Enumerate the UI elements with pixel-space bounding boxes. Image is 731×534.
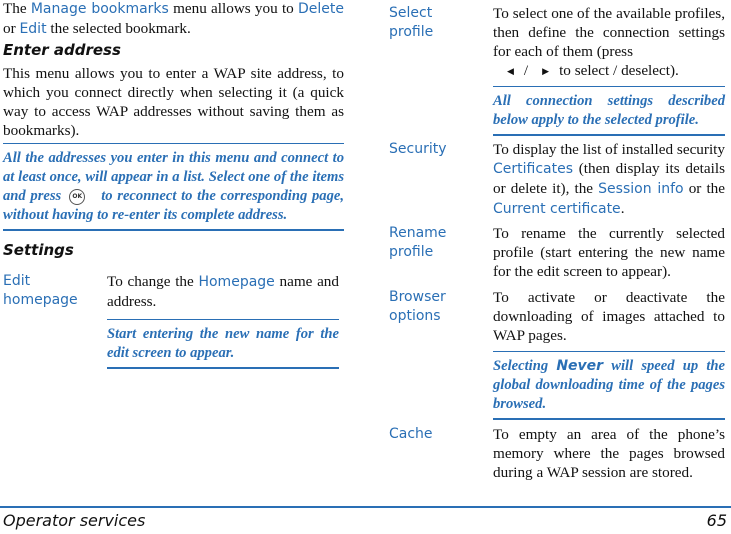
security-label: Security: [389, 141, 447, 157]
certificates-term: Certificates: [493, 161, 574, 177]
current-certificate-term: Current certificate: [493, 201, 621, 217]
browser-options-row: [389, 288, 725, 418]
security-desc: [493, 140, 725, 219]
browser-options-desc: [493, 288, 725, 420]
desc-text: to select / deselect).: [559, 62, 679, 79]
cache-row: [389, 425, 725, 485]
cache-text: To empty an area of the phone’s memory where the pages browsed during a WAP session are stored.: [493, 426, 725, 481]
cache-desc: [493, 425, 725, 482]
note-text: to reconnect to the corresponding page, without having to re-enter its complete address.: [3, 188, 344, 223]
note-text: will speed up the global downloading time of the pages browsed.: [493, 358, 725, 412]
cache-label: Cache: [389, 426, 433, 442]
desc-text: name and address.: [107, 273, 339, 310]
enter-address-heading: Enter address: [3, 41, 121, 59]
select-profile-label: Select profile: [389, 5, 434, 40]
footer-divider: [0, 506, 731, 508]
rename-profile-desc: [493, 224, 725, 281]
edit-homepage-note: Start entering the new name for the edit screen to appear.: [107, 319, 339, 369]
browser-options-text: To activate or deactivate the downloading of images attached to WAP pages.: [493, 289, 725, 344]
right-arrow-icon: ▶: [542, 66, 550, 77]
enter-address-note: [3, 143, 344, 231]
ok-key-icon: OK: [69, 189, 85, 205]
browser-options-note: [493, 351, 725, 420]
intro-text: or: [3, 20, 20, 37]
rename-profile-label: Rename profile: [389, 225, 447, 260]
rename-profile-text: To rename the currently selected profile (start entering the new name for the edit screen to appear).: [493, 225, 725, 280]
select-profile-desc: [493, 4, 725, 136]
edit-term: Edit: [19, 21, 47, 37]
intro-text: The: [3, 0, 31, 17]
page-number: 65: [706, 511, 727, 530]
desc-text: To display the list of installed security: [493, 141, 725, 158]
desc-text: To select one of the available profiles, then define the connection settings for each of them (press: [493, 5, 725, 60]
desc-text: (then display its details or delete it), the: [493, 160, 725, 197]
desc-text: To change the: [107, 273, 199, 290]
intro-paragraph: [3, 0, 344, 39]
intro-text: the selected bookmark.: [46, 20, 191, 37]
intro-text: menu allows you to: [168, 0, 298, 17]
manage-bookmarks-term: Manage bookmarks: [30, 1, 169, 17]
edit-homepage-label: Edit homepage: [3, 273, 78, 308]
select-profile-text: [493, 4, 725, 81]
select-profile-note: All connection settings described below apply to the selected profile.: [493, 86, 725, 136]
never-term: Never: [556, 358, 604, 374]
edit-homepage-row: [3, 272, 344, 372]
session-info-term: Session info: [598, 181, 684, 197]
edit-homepage-text: [107, 272, 339, 311]
select-profile-row: [389, 4, 725, 132]
desc-text: or the: [683, 180, 725, 197]
left-arrow-icon: ◀: [507, 66, 514, 77]
enter-address-text: This menu allows you to enter a WAP site address, to which you connect directly when selecting it (a quick way to access WAP addresses without saving them as bookmarks).: [3, 65, 344, 139]
settings-heading: Settings: [3, 241, 74, 259]
note-text: Selecting: [493, 358, 557, 374]
security-row: [389, 140, 725, 220]
rename-profile-row: [389, 224, 725, 284]
desc-text: .: [620, 200, 625, 217]
note-text: All the addresses you enter in this menu and connect to at least once, will appear in a list. Select one of the items and press: [3, 150, 344, 204]
security-text: [493, 140, 725, 219]
footer-section-title: Operator services: [3, 511, 146, 530]
delete-term: Delete: [297, 1, 344, 17]
browser-options-label: Browser options: [389, 289, 446, 324]
slash-text: /: [523, 62, 529, 79]
edit-homepage-desc: [107, 272, 339, 369]
homepage-term: Homepage: [198, 274, 275, 290]
